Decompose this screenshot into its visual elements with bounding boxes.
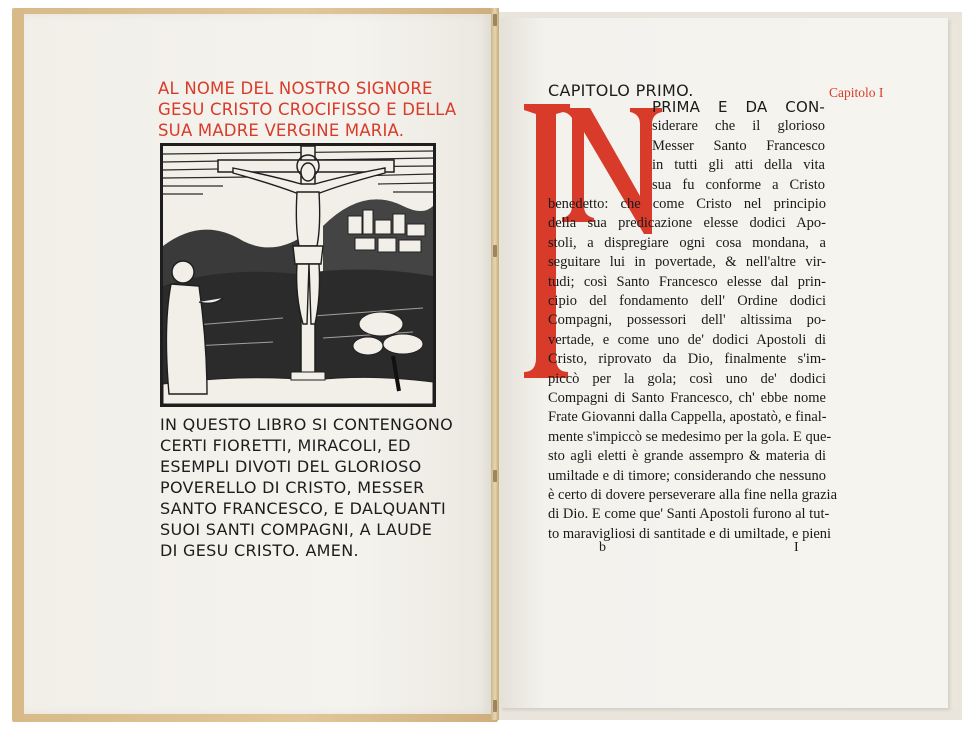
- signature-mark: b: [599, 540, 606, 555]
- body-line: mente s'impiccò se medesimo per la gola. E que-: [548, 428, 832, 445]
- binding-stitch: [493, 245, 497, 257]
- body-line: Frate Giovanni dalla Cappella, apostatò, e final-: [548, 409, 827, 426]
- intro-line: POVERELLO DI CRISTO, MESSER: [160, 478, 425, 497]
- body-line: sua fu conforme a Cristo: [652, 176, 825, 193]
- binding-stitch: [493, 700, 497, 712]
- intro-line: CERTI FIORETTI, MIRACOLI, ED: [160, 436, 411, 455]
- body-line: di Dio. E come que' Santi Apostoli furono al tut-: [548, 506, 830, 523]
- body-line: PRIMA E DA CON-: [652, 98, 825, 116]
- body-line: siderare che il glorioso: [652, 118, 825, 135]
- body-line: tudi; così Santo Francesco elesse dal prin-: [548, 273, 826, 290]
- heading-line: GESU CRISTO CROCIFISSO E DELLA: [158, 100, 457, 119]
- chapter-title: CAPITOLO PRIMO.: [548, 81, 694, 100]
- body-line: to maravigliosi di santitade e di umiltade, e pieni: [548, 525, 832, 542]
- body-line: Compagni di Santo Francesco, ch' ebbe nome: [548, 390, 826, 406]
- body-line: benedetto: che come Cristo nel principio: [548, 196, 826, 212]
- intro-line: SANTO FRANCESCO, E DALQUANTI: [160, 499, 446, 518]
- body-line: stoli, a dispregiare ogni cosa mondana, a: [548, 234, 826, 251]
- page-number: I: [794, 540, 799, 555]
- intro-line: IN QUESTO LIBRO SI CONTENGONO: [160, 415, 454, 434]
- intro-line: DI GESU CRISTO. AMEN.: [160, 541, 359, 560]
- body-line: sto agli eletti è grande assempro & materia di: [548, 448, 826, 465]
- intro-line: SUOI SANTI COMPAGNI, A LAUDE: [160, 520, 433, 539]
- heading-line: AL NOME DEL NOSTRO SIGNORE: [158, 79, 433, 98]
- body-line: della sua predicazione elesse dodici Apo-: [548, 215, 826, 232]
- intro-line: ESEMPLI DIVOTI DEL GLORIOSO: [160, 457, 422, 476]
- heading-line: SUA MADRE VERGINE MARIA.: [158, 121, 405, 140]
- body-line: umiltade e di timore; considerando che nessuno: [548, 467, 826, 484]
- drop-cap-letters: IN: [536, 305, 539, 307]
- book-intro: [160, 414, 460, 561]
- body-line: vertade, e come uno de' dodici Apostoli di: [548, 331, 826, 348]
- running-head: Capitolo I: [829, 85, 884, 100]
- body-line: è certo di dovere perseverare alla fine nella grazia: [548, 487, 838, 503]
- body-line: seguitare lui in povertade, & nell'altre vir-: [548, 254, 826, 271]
- book-gutter: [491, 8, 499, 720]
- body-line: in tutti gli atti della vita: [652, 157, 825, 174]
- body-line: Compagni, possessori dell' altissima po-: [548, 312, 826, 329]
- binding-stitch: [493, 470, 497, 482]
- body-line: Cristo, riprovato da Dio, finalmente s'im-: [548, 351, 826, 368]
- dedication-heading: [158, 78, 458, 141]
- body-line: piccò per la gola; così uno de' dodici: [548, 370, 826, 387]
- body-line: Messer Santo Francesco: [652, 137, 825, 154]
- crucifixion-woodcut: [160, 143, 436, 407]
- body-line: cipio del fondamento dell' Ordine dodici: [548, 293, 826, 309]
- binding-stitch: [493, 14, 497, 26]
